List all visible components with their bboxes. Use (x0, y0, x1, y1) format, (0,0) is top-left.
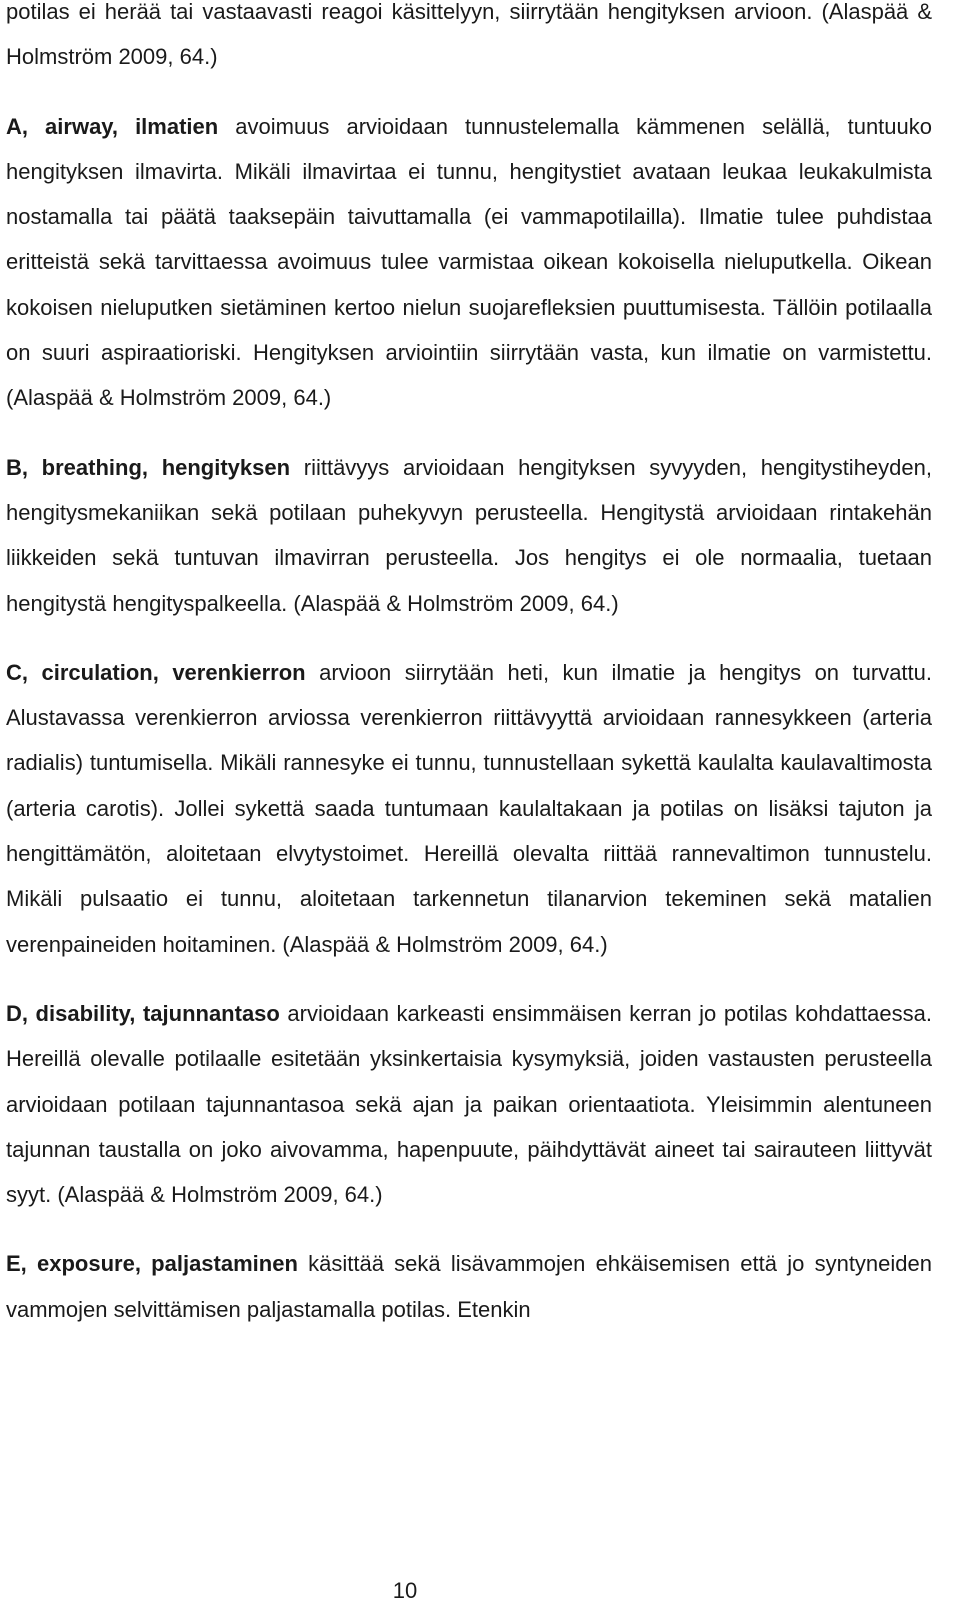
paragraph-text: arvioon siirrytään heti, kun ilmatie ja hengitys on turvattu. Alustavassa verenkierron arviossa verenkierron riittävyyttä arvioidaan rannesykkeen (arteria radialis) tuntumisella. Mikäli rannesyke ei tunnu, tunnustellaan sykettä kaulalta kaulavaltimosta (arteria carotis). Jollei sykettä saada tuntumaan kaulaltakaan ja potilas on lisäksi tajuton ja hengittämätön, aloitetaan elvytystoimet. Hereillä olevalta riittää rannevaltimon tunnustelu. Mikäli pulsaatio ei tunnu, aloitetaan tarkennetun tilanarvion tekeminen sekä matalien verenpaineiden hoitaminen. (Alaspää & Holmström 2009, 64.) (6, 659, 933, 957)
paragraph-lead: A, airway, ilmatien (6, 113, 219, 139)
paragraph-intro-continuation (6, 0, 932, 80)
paragraph-lead: C, circulation, verenkierron (6, 659, 306, 685)
page-number: 10 (392, 1578, 418, 1603)
paragraph-lead: B, breathing, hengityksen (6, 454, 291, 480)
paragraph-lead: D, disability, tajunnantaso (6, 1000, 280, 1026)
paragraph-breathing (6, 445, 932, 626)
paragraph-text: avoimuus arvioidaan tunnustelemalla kämmenen selällä, tuntuuko hengityksen ilmavirta. Mikäli ilmavirtaa ei tunnu, hengitystiet avataan leukaa leukakulmista nostamalla tai päätä taaksepäin taivuttamalla (ei vammapotilailla). Ilmatie tulee puhdistaa eritteistä sekä tarvittaessa avoimuus tulee varmistaa oikean kokoisella nieluputkella. Oikean kokoisen nieluputken sietäminen kertoo nielun suojarefleksien puuttumisesta. Tällöin potilaalla on suuri aspiraatioriski. Hengityksen arviointiin siirrytään vasta, kun ilmatie on varmistettu. (Alaspää & Holmström 2009, 64.) (6, 113, 932, 411)
paragraph-text: arvioidaan karkeasti ensimmäisen kerran jo potilas kohdattaessa. Hereillä olevalle potilaalle esitetään yksinkertaisia kysymyksiä, joiden vastausten perusteella arvioidaan potilaan tajunnantasoa sekä ajan ja paikan orientaatiota. Yleisimmin alentuneen tajunnan taustalla on joko aivovamma, hapenpuute, päihdyttävät aineet tai sairauteen liittyvät syyt. (Alaspää & Holmström 2009, 64.) (6, 1000, 932, 1208)
document-page (6, 0, 932, 1356)
paragraph-text: riittävyys arvioidaan hengityksen syvyyden, hengitystiheyden, hengitysmekaniikan sekä potilaan puhekyvyn perusteella. Hengitystä arvioidaan rintakehän liikkeiden sekä tuntuvan ilmavirran perusteella. Jos hengitys ei ole normaalia, tuetaan hengitystä hengityspalkeella. (Alaspää & Holmström 2009, 64.) (6, 454, 932, 616)
paragraph-exposure (6, 1241, 932, 1332)
paragraph-disability (6, 991, 932, 1217)
paragraph-circulation (6, 650, 932, 967)
paragraph-lead: E, exposure, paljastaminen (6, 1251, 298, 1277)
paragraph-text: käsittää sekä lisävammojen ehkäisemisen että jo syntyneiden vammojen selvittämisen paljastamalla potilas. Etenkin (6, 1251, 932, 1322)
paragraph-text: potilas ei herää tai vastaavasti reagoi käsittelyyn, siirrytään hengityksen arvioon. (Alaspää & Holmström 2009, 64.) (6, 0, 932, 70)
paragraph-airway (6, 104, 932, 421)
